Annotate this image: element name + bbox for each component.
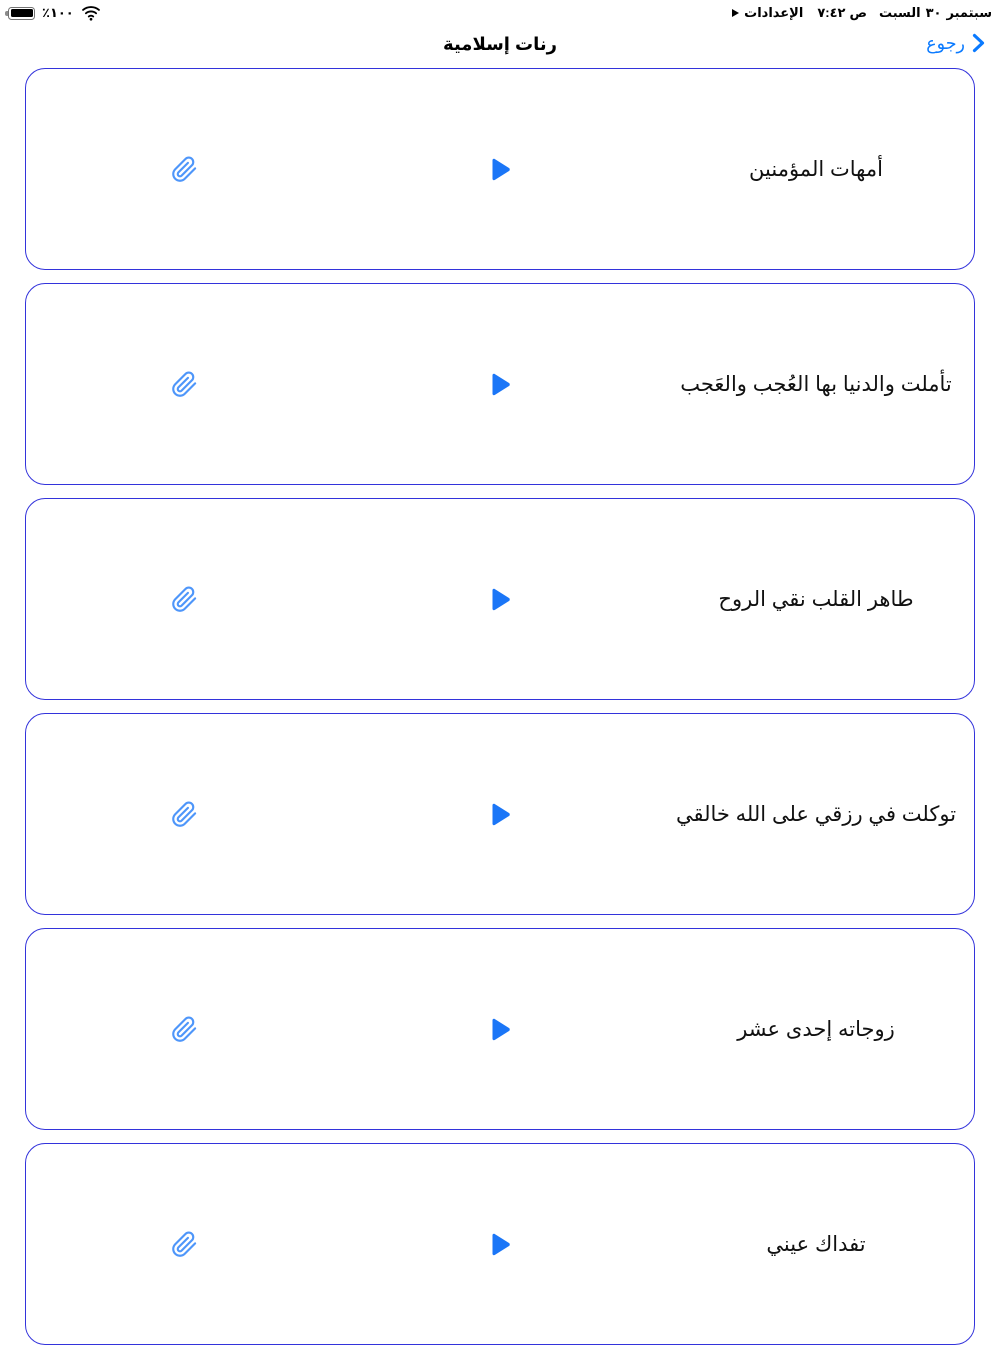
play-button[interactable] (490, 588, 511, 611)
play-button[interactable] (490, 373, 511, 396)
ringtone-card (25, 283, 975, 485)
ringtone-card (25, 68, 975, 270)
nav-bar (0, 24, 1000, 66)
play-icon (490, 373, 511, 396)
attachment-button[interactable] (171, 1231, 198, 1258)
ringtone-card (25, 498, 975, 700)
play-icon (490, 158, 511, 181)
ringtone-card (25, 928, 975, 1130)
paperclip-icon (171, 801, 198, 828)
battery-icon (8, 7, 35, 20)
paperclip-icon (171, 586, 198, 613)
attachment-button[interactable] (171, 371, 198, 398)
play-icon (490, 1233, 511, 1256)
ringtone-card (25, 1143, 975, 1345)
chevron-right-icon (968, 32, 988, 54)
paperclip-icon (171, 371, 198, 398)
page-title: رنات إسلامية (443, 34, 557, 54)
play-button[interactable] (490, 1233, 511, 1256)
attachment-button[interactable] (171, 156, 198, 183)
back-button-label: رجوع (926, 32, 965, 53)
status-bar (0, 0, 1000, 24)
status-date-day: السبت (878, 5, 921, 20)
ringtone-list (25, 68, 975, 1358)
attachment-button[interactable] (171, 1016, 198, 1043)
play-icon (490, 1018, 511, 1041)
paperclip-icon (171, 156, 198, 183)
ringtone-title: تأملت والدنيا بها العُجب والعَجب (680, 372, 952, 396)
status-date-num: ٣٠ (925, 5, 942, 20)
battery-percent: ٪١٠٠ (42, 5, 74, 20)
play-icon (490, 588, 511, 611)
status-time: ٧:٤٢ (817, 5, 846, 20)
ringtone-title: تفداك عيني (766, 1232, 866, 1256)
ringtone-title: طاهر القلب نقي الروح (718, 587, 914, 611)
ringtone-card (25, 713, 975, 915)
play-button[interactable] (490, 158, 511, 181)
wifi-icon (81, 5, 101, 21)
status-meridiem: ص (849, 5, 867, 20)
paperclip-icon (171, 1231, 198, 1258)
ringtone-title: أمهات المؤمنين (749, 157, 883, 181)
status-left-cluster (8, 5, 101, 21)
ringtone-title: توكلت في رزقي على الله خالقي (675, 802, 957, 826)
status-date-month: سبتمبر (946, 5, 992, 20)
status-right-cluster (732, 5, 992, 21)
paperclip-icon (171, 1016, 198, 1043)
return-to-app-triangle-icon (732, 9, 739, 17)
attachment-button[interactable] (171, 586, 198, 613)
return-to-app-label[interactable]: الإعدادات (744, 5, 804, 20)
play-button[interactable] (490, 803, 511, 826)
back-button[interactable] (926, 32, 988, 54)
attachment-button[interactable] (171, 801, 198, 828)
play-button[interactable] (490, 1018, 511, 1041)
ringtone-title: زوجاته إحدى عشر (737, 1017, 895, 1041)
play-icon (490, 803, 511, 826)
